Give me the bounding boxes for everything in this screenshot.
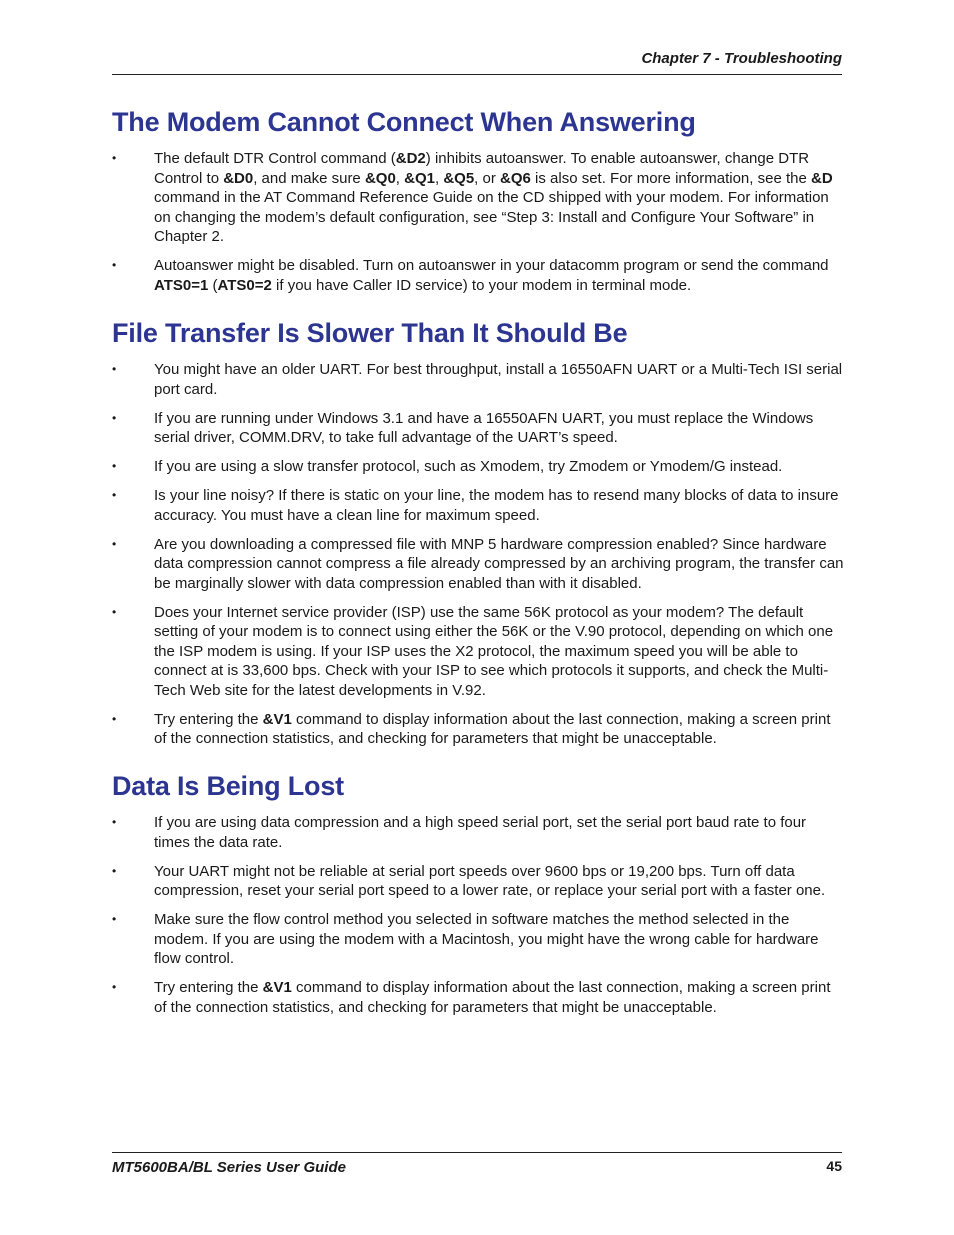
bullet-list-data-lost (112, 813, 844, 1027)
body-text: if you have Caller ID service) to your modem in terminal mode. (271, 276, 692, 294)
running-header: Chapter 7 - Troubleshooting (641, 50, 842, 67)
body-text: command to display information about the last connection, making a screen print of the connection statistics, and checking for parameters that might be unacceptable. (154, 710, 831, 747)
list-item (112, 710, 844, 749)
list-item (112, 409, 844, 448)
body-text: Try entering the (154, 710, 263, 728)
body-text: is also set. For more information, see the (530, 169, 811, 187)
command-text: &V1 (262, 979, 292, 996)
section-title-modem-cannot-connect: The Modem Cannot Connect When Answering (112, 107, 696, 137)
command-text: &Q0 (364, 169, 396, 187)
bullet-list-file-transfer-slow (112, 360, 844, 758)
list-item (112, 910, 844, 969)
footer-guide-title: MT5600BA/BL Series User Guide (112, 1159, 346, 1176)
list-item (112, 360, 844, 399)
body-text: command in the AT Command Reference Guide on the CD shipped with your modem. For information on changing the modem’s default configuration, see “Step 3: Install and Configure Your Software” in Chapter 2. (154, 189, 829, 245)
body-text: If you are using data compression and a high speed serial port, set the serial port baud rate to four times the data rate. (154, 814, 807, 851)
list-item (112, 978, 844, 1017)
bullet-icon: • (112, 459, 117, 473)
bullet-icon: • (112, 912, 117, 926)
command-text: ATS0=1 (154, 276, 209, 294)
bullet-icon: • (112, 536, 117, 551)
list-item (112, 256, 844, 295)
command-text: &V1 (262, 710, 292, 728)
body-text: ) inhibits autoanswer. To enable autoanswer, change DTR Control to (154, 150, 810, 187)
command-text: &Q6 (500, 169, 531, 187)
body-text: Make sure the flow control method you selected in software matches the method selected in the modem. If you are using the modem with a Macintosh, you might have the wrong cable for hardware flow control. (154, 911, 819, 967)
body-text: You might have an older UART. For best throughput, install a 16550AFN UART or a Multi-Tech ISI serial port card. (154, 361, 843, 398)
command-text: &Q1 (404, 169, 435, 187)
body-text: Is your line noisy? If there is static on your line, the modem has to resend many blocks of data to insure accuracy. You must have a clean line for maximum speed. (154, 487, 839, 524)
body-text: Your UART might not be reliable at serial port speeds over 9600 bps or 19,200 bps. Turn off data compression, reset your serial port speed to a lower rate, or replace your serial port with a faster one. (154, 862, 826, 899)
list-item (112, 603, 844, 701)
page-number: 45 (826, 1158, 842, 1174)
body-text: command to display information about the last connection, making a screen print of the connection statistics, and checking for parameters that might be unacceptable. (154, 979, 831, 1016)
section-title-file-transfer-slow: File Transfer Is Slower Than It Should Be (112, 318, 628, 348)
header-rule (112, 74, 842, 75)
body-text: Does your Internet service provider (ISP) use the same 56K protocol as your modem? The default setting of your modem is to connect using either the 56K or the V.90 protocol, depending on which one the ISP modem is using. If your ISP uses the X2 protocol, the maximum speed you will be able to connect at is 33,600 bps. Check with your ISP to see which protocols it supports, and check the Multi-Tech Web site for the latest developments in V.92. (154, 603, 834, 699)
body-text: , (434, 169, 444, 187)
bullet-icon: • (112, 410, 117, 425)
body-text: Autoanswer might be disabled. Turn on autoanswer in your datacomm program or send the command (154, 257, 829, 274)
bullet-icon: • (112, 815, 117, 829)
bullet-icon: • (112, 711, 117, 726)
body-text: If you are using a slow transfer protocol, such as Xmodem, try Zmodem or Ymodem/G instead. (154, 458, 783, 475)
bullet-icon: • (112, 258, 117, 272)
body-text: , or (474, 169, 501, 187)
command-text: &D0 (223, 169, 254, 187)
list-item (112, 862, 844, 901)
list-item (112, 457, 844, 477)
body-text: If you are running under Windows 3.1 and have a 16550AFN UART, you must replace the Windows serial driver, COMM.DRV, to take full advantage of the UART’s speed. (154, 409, 814, 446)
list-item (112, 486, 844, 525)
command-text: &D2 (395, 150, 426, 167)
body-text: Are you downloading a compressed file with MNP 5 hardware compression enabled? Since hardware data compression cannot compress a file already compressed by an archiving program, the transfer can be marginally slower with data compression enabled than with it disabled. (154, 535, 844, 592)
list-item (112, 535, 844, 594)
command-text: &Q5 (443, 169, 475, 187)
bullet-icon: • (112, 604, 117, 619)
list-item (112, 813, 844, 852)
bullet-icon: • (112, 863, 117, 878)
body-text: , (395, 169, 405, 187)
command-text: ATS0=2 (217, 276, 272, 294)
bullet-icon: • (112, 488, 117, 502)
body-text: ( (208, 276, 218, 294)
bullet-icon: • (112, 980, 117, 994)
list-item (112, 149, 844, 247)
section-title-data-lost: Data Is Being Lost (112, 771, 344, 801)
footer-rule (112, 1152, 842, 1153)
bullet-icon: • (112, 362, 117, 376)
command-text: &D (810, 169, 833, 187)
bullet-icon: • (112, 151, 117, 165)
body-text: , and make sure (253, 169, 365, 187)
body-text: The default DTR Control command ( (154, 150, 396, 167)
body-text: Try entering the (154, 979, 263, 996)
bullet-list-modem-cannot-connect (112, 149, 844, 305)
